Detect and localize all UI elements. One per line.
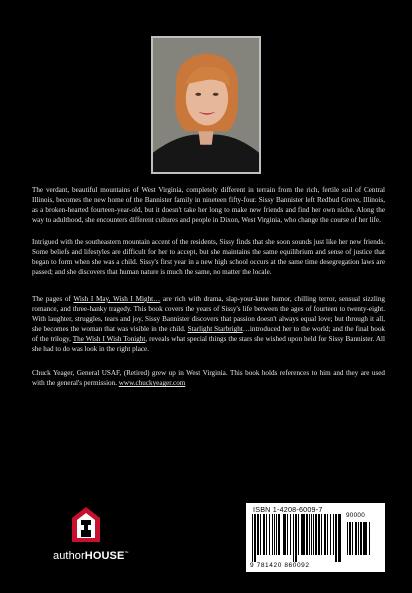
publisher-name-author: author (53, 550, 85, 562)
barcode-bar (263, 514, 265, 555)
barcode-bar (324, 514, 326, 555)
barcode-bar (287, 514, 288, 555)
p4-text: Chuck Yeager, General USAF, (Retired) grew up in West Virginia. This book holds references to him and they are used with the general's permission. (32, 369, 385, 388)
addon-bar (352, 522, 353, 555)
p3-text-a: The pages of (32, 295, 74, 303)
barcode-bar (284, 514, 286, 555)
author-portrait-icon (153, 38, 259, 172)
barcode-bar (311, 514, 312, 555)
barcode-bar (266, 514, 267, 555)
addon-bar (363, 522, 365, 555)
barcode-bar (306, 514, 308, 555)
barcode-bar (295, 514, 297, 562)
barcode-bar (309, 514, 310, 555)
barcode-bars (252, 514, 378, 562)
website-link[interactable]: www.chuckyeager.com (118, 379, 186, 388)
description-paragraph-4 (32, 368, 385, 388)
barcode-bar (276, 514, 277, 555)
barcode-bar (260, 514, 261, 555)
barcode-digits: 9 781420 860092 (250, 562, 310, 569)
p3-text-d: , reveals what special things the stars she wished upon held for Sissy Bannister. All she had to do was look in the right place. (32, 335, 385, 354)
house-logo-icon (71, 506, 101, 546)
barcode-bar (302, 514, 305, 555)
barcode-bar (278, 514, 280, 555)
price-addon: 90000 (346, 512, 366, 519)
barcode-bar (274, 514, 276, 555)
addon-bar (355, 522, 357, 555)
book-title-wish-i-may: Wish I May, Wish I Might… (73, 295, 161, 303)
barcode-bar (290, 514, 291, 555)
barcode-bar (333, 514, 334, 555)
barcode-bar (283, 514, 284, 555)
p3-text-b: are rich with drama, slap-your-knee humor, chilling terror, sensual sizzling romance, and three-hanky tragedy. This book covers the years of Sissy's life between the ages of fourteen to twenty-eight. With laughter, struggles, tears and joy, Sissy Bannister discovers that passion doesn't always equal love; but through it all, she becomes the woman that was visible in the child. (32, 295, 385, 334)
barcode-bar (257, 514, 260, 555)
isbn-label: ISBN 1-4208-6009-7 (253, 505, 323, 514)
barcode-bar (313, 514, 314, 555)
publisher-name-house: HOUSE (84, 550, 125, 562)
barcode-bar (315, 514, 317, 555)
barcode-bar (335, 514, 337, 562)
barcode-bar (327, 514, 328, 555)
barcode-bar (269, 514, 270, 555)
description-paragraph-1: The verdant, beautiful mountains of West Virginia, completely different in terrain from the rich, fertile soil of Central Illinois, becomes the new home of the Bannister family in nineteen fifty-four. Sissy Bannister left Redbud Grove, Illinois, as a broken-hearted fourteen-year-old, but it doesn't take her long to make new friends and find her own niche. Along the way to adulthood, she encounters different cultures and people in Dixon, West Virginia, who change the course of her life. (32, 186, 385, 225)
addon-bar (365, 522, 367, 555)
publisher-name (53, 550, 129, 562)
barcode-bar (301, 514, 302, 555)
barcode-bar (330, 514, 331, 555)
barcode-bar (339, 514, 341, 562)
barcode-bar (298, 514, 299, 555)
barcode-bar (318, 514, 321, 555)
barcode-bar (272, 514, 273, 555)
barcode-bar (293, 514, 294, 562)
barcode-bar (252, 514, 253, 562)
barcode-bar (321, 514, 322, 555)
book-title-starlight: Starlight Starbright (187, 325, 243, 334)
author-photo (151, 36, 261, 174)
publisher-logo (53, 506, 153, 564)
trademark-symbol: ™ (124, 550, 129, 555)
barcode-bar (338, 514, 339, 562)
book-title-wish-tonight: The Wish I Wish Tonight (72, 335, 146, 344)
description-paragraph-2: Intrigued with the southeastern mountain accent of the residents, Sissy finds that she soon sounds just like her new friends. Some beliefs and lifestyles are difficult for her to accept, but she maintains the same equilibrium and sense of justice that began to form when she was a child. Sissy's first year in a new high school occurs at the same time desegregation laws are passed; and she discovers that human nature is much the same, no matter the locale. (32, 238, 385, 277)
addon-bar (369, 522, 370, 555)
description-paragraph-3 (32, 294, 385, 355)
p3-text-c: …introduced her to the world; and the final book of the trilogy, (32, 325, 385, 344)
isbn-barcode (246, 503, 385, 572)
barcode-bar (254, 514, 256, 562)
